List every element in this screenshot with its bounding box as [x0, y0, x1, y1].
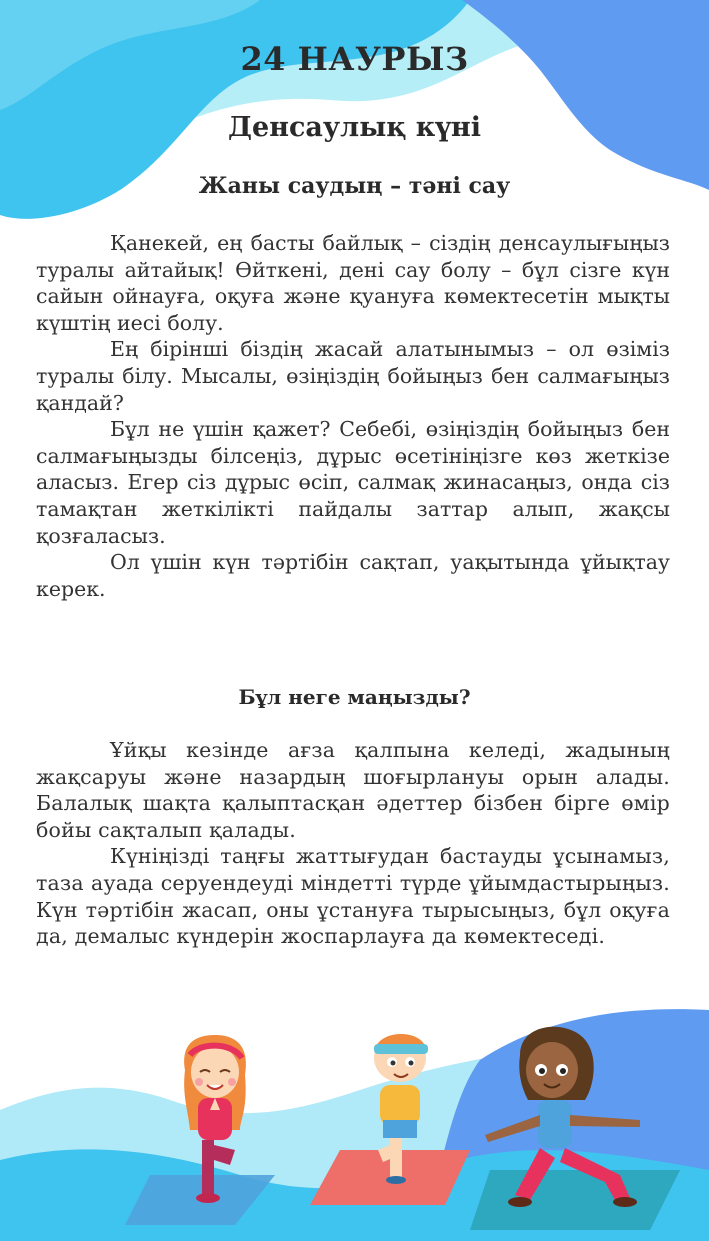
intro-paragraph: Ол үшін күн тәртібін сақтап, уақытында ұйықтау керек. — [36, 550, 670, 601]
section-title: Бұл неге маңызды? — [238, 685, 471, 709]
intro-text — [36, 230, 670, 602]
kids-yoga-illustration — [0, 1000, 709, 1241]
page-title: Денсаулық күні — [228, 112, 481, 143]
section-paragraph: Ұйқы кезінде ағза қалпына келеді, жадының жақсаруы және назардың шоғырлануы орын алады. Балалық шақта қалыптасқан әдеттер бізбен бірге өмір бойы сақталып қалады. — [36, 738, 670, 842]
intro-paragraph: Ең бірінші біздің жасай алатынымыз – ол өзіміз туралы білу. Мысалы, өзіңіздің бойыңыз бен салмағыңыз қандай? — [36, 337, 670, 415]
page-date: 24 НАУРЫЗ — [240, 40, 469, 78]
section-text — [36, 737, 670, 950]
intro-paragraph: Қанекей, ең басты байлық – сіздің денсаулығыңыз туралы айтайық! Өйткені, дені сау болу – бұл сізге күн сайын ойнауға, оқуға және қуануға көмектесетін мықты күштің иесі болу. — [36, 231, 670, 335]
page-motto: Жаны саудың – тәні сау — [198, 173, 511, 199]
yoga-mat-teal — [470, 1170, 680, 1230]
section-paragraph: Күніңізді таңғы жаттығудан бастауды ұсынамыз, таза ауада серуендеуді міндетті түрде ұйымдастырыңыз. Күн тәртібін жасап, оны ұстануға тырысыңыз, бұл оқуға да, демалыс күндерін жоспарлауға да көмектеседі. — [36, 844, 670, 949]
top-right-blue-blob — [462, 0, 709, 190]
intro-paragraph: Бұл не үшін қажет? Себебі, өзіңіздің бойыңыз бен салмағыңызды білсеңіз, дұрыс өсетініңізге көз жеткізе аласыз. Егер сіз дұрыс өсіп, салмақ жинасаңыз, онда сіз тамақтан жеткілікті пайдалы заттар алып, жақсы қозғаласыз. — [36, 417, 670, 548]
